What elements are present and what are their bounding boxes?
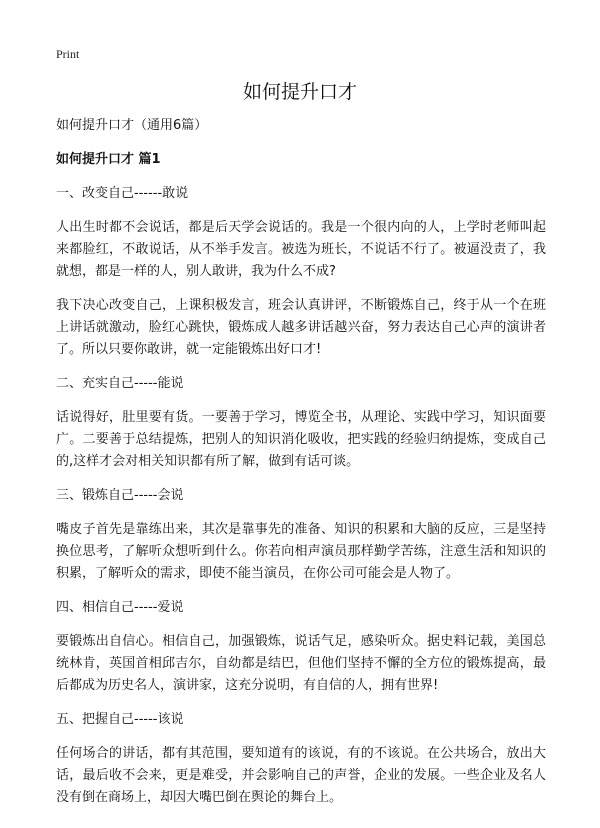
part-heading-1: 一、改变自己------敢说 <box>56 186 189 201</box>
document-body <box>56 115 546 809</box>
part-heading-4: 四、相信自己-----爱说 <box>56 600 184 615</box>
print-link[interactable]: Print <box>56 47 80 61</box>
paragraph-6: 任何场合的讲话，都有其范围，要知道有的该说，有的不该说。在公共场合，放出大话，最后收不会来，更是难受，并会影响自己的声誉，企业的发展。一些企业及名人没有倒在商场上，却因大嘴巴倒在舆论的舞台上。 <box>56 746 546 805</box>
document-subtitle: 如何提升口才（通用6篇） <box>56 118 208 133</box>
part-heading-2: 二、充实自己-----能说 <box>56 376 184 391</box>
paragraph-4: 嘴皮子首先是靠练出来，其次是靠事先的准备、知识的积累和大脑的反应，三是坚持换位思考，了解听众想听到什么。你若向相声演员那样勤学苦练，注意生活和知识的积累，了解听众的需求，即使不能当演员，在你公司可能会是人物了。 <box>56 522 546 581</box>
section-heading: 如何提升口才 篇1 <box>56 152 161 167</box>
part-heading-3: 三、锻炼自己-----会说 <box>56 488 184 503</box>
paragraph-3: 话说得好，肚里要有货。一要善于学习，博览全书，从理论、实践中学习，知识面要广。二要善于总结提炼，把别人的知识消化吸收，把实践的经验归纳提炼，变成自己的,这样才会对相关知识都有所了解，做到有话可谈。 <box>56 410 546 469</box>
paragraph-5: 要锻炼出自信心。相信自己，加强锻炼，说话气足，感染听众。据史料记载，美国总统林肯，英国首相邱吉尔，自幼都是结巴，但他们坚持不懈的全方位的锻炼提高，最后都成为历史名人，演讲家，这充分说明，有自信的人，拥有世界! <box>56 634 546 693</box>
paragraph-2: 我下决心改变自己，上课积极发言，班会认真讲评，不断锻炼自己，终于从一个在班上讲话就激动，脸红心跳快，锻炼成人越多讲话越兴奋，努力表达自己心声的演讲者了。所以只要你敢讲，就一定能锻炼出好口才! <box>56 298 546 357</box>
paragraph-1: 人出生时都不会说话，都是后天学会说话的。我是一个很内向的人，上学时老师叫起来都脸红，不敢说话，从不举手发言。被选为班长，不说话不行了。被逼没责了，我就想，都是一样的人，别人敢讲，我为什么不成? <box>56 220 546 279</box>
part-heading-5: 五、把握自己-----该说 <box>56 712 184 727</box>
document-title: 如何提升口才 <box>242 81 357 103</box>
